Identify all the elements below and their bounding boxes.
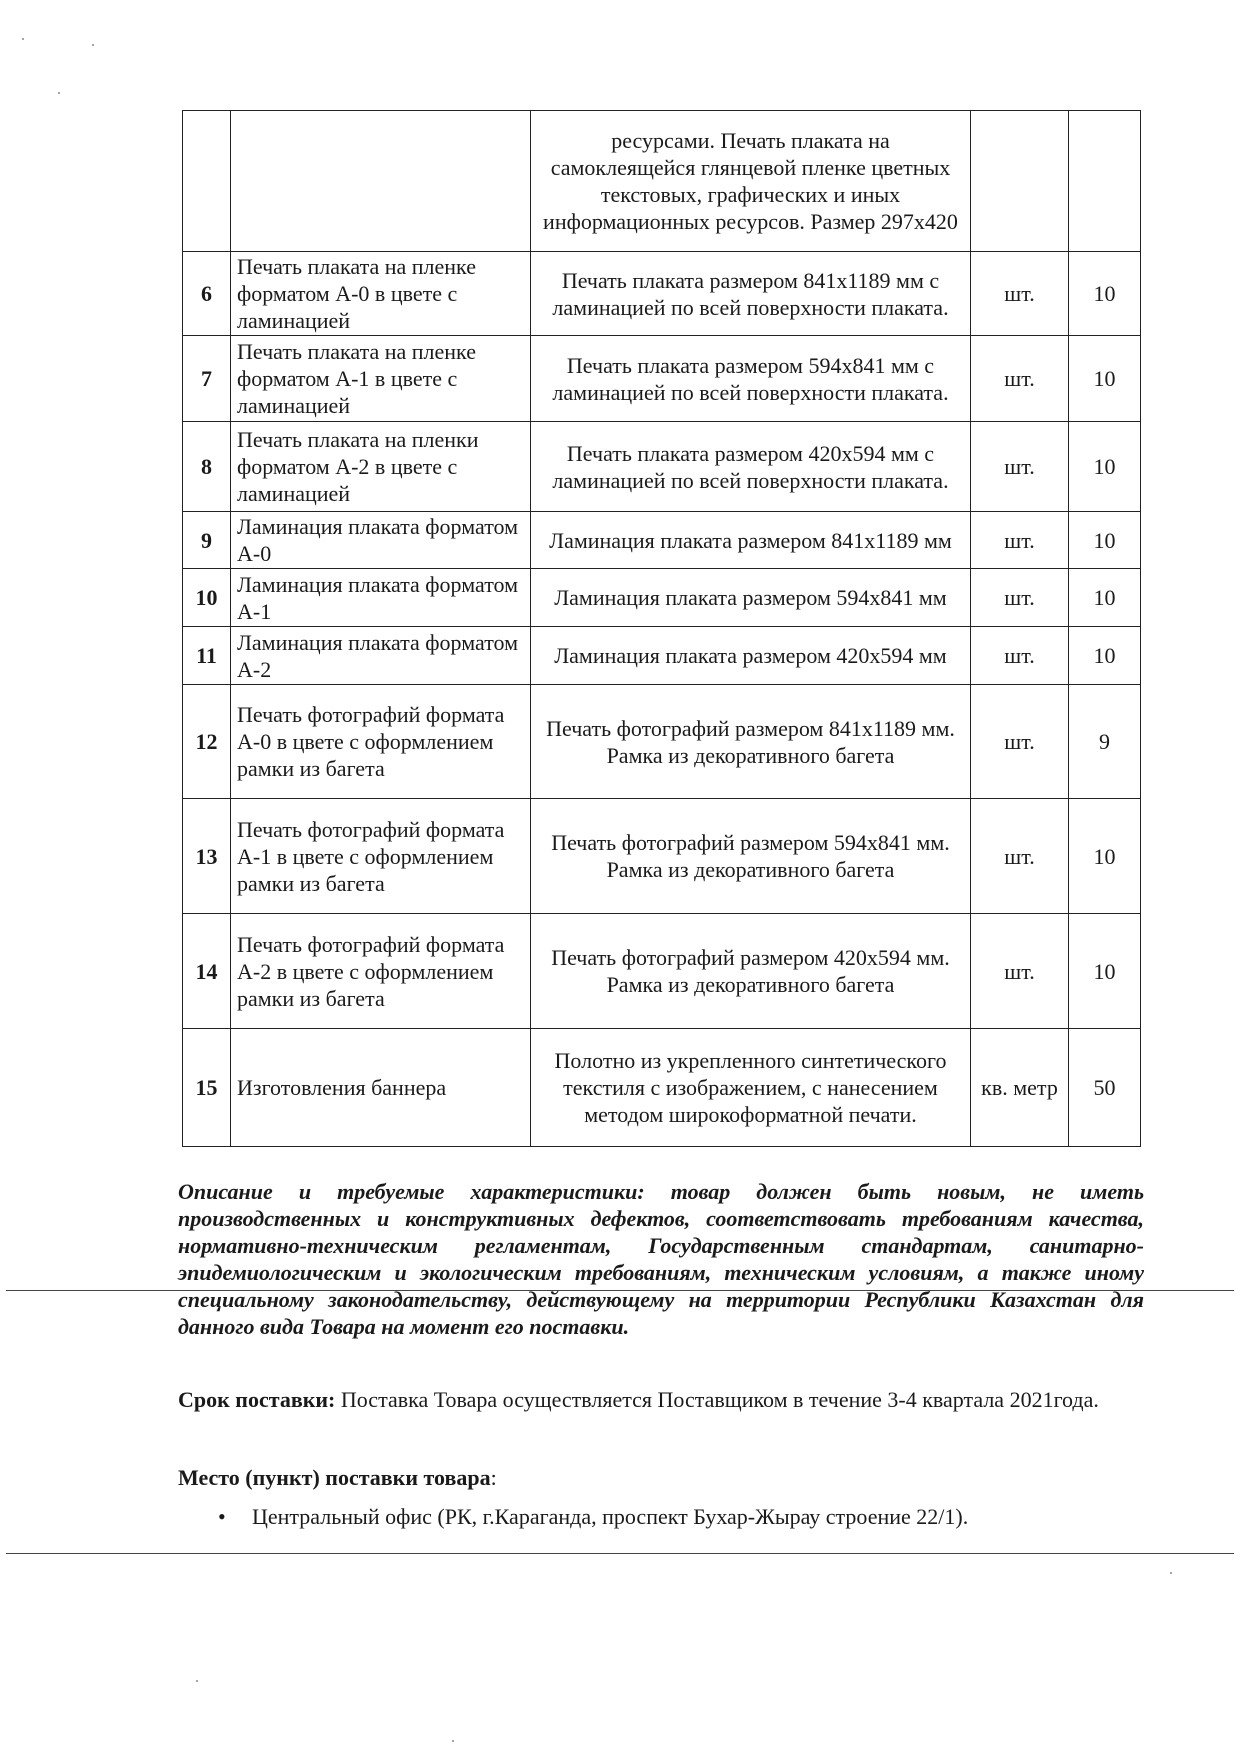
row-number: 12: [183, 685, 231, 799]
row-description: Ламинация плаката размером 841х1189 мм: [531, 512, 971, 569]
row-description: Полотно из укрепленного синтетического текстиля с изображением, с нанесением методом широкоформатной печати.: [531, 1029, 971, 1147]
row-description: Ламинация плаката размером 594х841 мм: [531, 569, 971, 627]
row-item-name: Печать плаката на пленке форматом А-0 в цвете с ламинацией: [231, 252, 531, 336]
scan-speck: [1170, 1572, 1172, 1574]
delivery-term-text: Поставка Товара осуществляется Поставщиком в течение 3-4 квартала 2021года.: [335, 1387, 1099, 1412]
row-number: 11: [183, 627, 231, 685]
row-quantity: 10: [1069, 512, 1141, 569]
row-item-name: Печать фотографий формата А-1 в цвете с оформлением рамки из багета: [231, 799, 531, 914]
scan-speck: [196, 1680, 198, 1682]
requirements-paragraph: [178, 1178, 1144, 1340]
row-quantity: 10: [1069, 914, 1141, 1029]
row-description: Печать плаката размером 594х841 мм с ламинацией по всей поверхности плаката.: [531, 336, 971, 422]
row-item-name: Печать плаката на пленки форматом А-2 в цвете с ламинацией: [231, 422, 531, 512]
delivery-place-heading: [178, 1464, 1144, 1491]
delivery-term-paragraph: [178, 1386, 1144, 1413]
row-description: Печать фотографий размером 420х594 мм. Рамка из декоративного багета: [531, 914, 971, 1029]
row-description: Печать фотографий размером 841х1189 мм. Рамка из декоративного багета: [531, 685, 971, 799]
scan-speck: [92, 44, 94, 46]
row-quantity: 50: [1069, 1029, 1141, 1147]
table-row: [183, 685, 1141, 799]
row-description: ресурсами. Печать плаката на самоклеящейся глянцевой пленке цветных текстовых, графических и иных информационных ресурсов. Размер 297х420: [531, 111, 971, 252]
table-row: [183, 111, 1141, 252]
scan-speck: [452, 1740, 454, 1742]
delivery-place-colon: :: [490, 1465, 497, 1490]
row-quantity: [1069, 111, 1141, 252]
scan-speck: [22, 38, 24, 40]
row-item-name: Изготовления баннера: [231, 1029, 531, 1147]
row-unit: шт.: [971, 569, 1069, 627]
row-quantity: 10: [1069, 569, 1141, 627]
table-row: [183, 512, 1141, 569]
row-unit: кв. метр: [971, 1029, 1069, 1147]
specification-table-body: [183, 111, 1141, 1147]
row-quantity: 10: [1069, 252, 1141, 336]
list-item: [218, 1503, 968, 1530]
requirements-text: Описание и требуемые характеристики: товар должен быть новым, не иметь производственных и конструктивных дефектов, соответствовать требованиям качества, нормативно-техническим регламентам, Государственным стандартам, санитарно-эпидемиологическим и экологическим требованиям, техническим условиям, а также иному специальному законодательству, действующему на территории Республики Казахстан для данного вида Товара на момент его поставки.: [178, 1179, 1144, 1339]
row-description: Печать фотографий размером 594х841 мм. Рамка из декоративного багета: [531, 799, 971, 914]
table-row: [183, 914, 1141, 1029]
delivery-place-label: Место (пункт) поставки товара: [178, 1465, 491, 1490]
row-number: [183, 111, 231, 252]
row-unit: шт.: [971, 252, 1069, 336]
row-unit: шт.: [971, 685, 1069, 799]
row-quantity: 10: [1069, 422, 1141, 512]
row-quantity: 10: [1069, 799, 1141, 914]
row-unit: шт.: [971, 627, 1069, 685]
row-number: 6: [183, 252, 231, 336]
row-item-name: Печать фотографий формата А-0 в цвете с оформлением рамки из багета: [231, 685, 531, 799]
row-number: 15: [183, 1029, 231, 1147]
bullet-icon: •: [218, 1504, 226, 1529]
table-row: [183, 336, 1141, 422]
scan-line: [6, 1290, 1234, 1291]
row-unit: шт.: [971, 336, 1069, 422]
scan-line: [6, 1553, 1234, 1554]
row-quantity: 10: [1069, 627, 1141, 685]
table-row: [183, 1029, 1141, 1147]
row-unit: шт.: [971, 914, 1069, 1029]
delivery-term-label: Срок поставки:: [178, 1387, 336, 1412]
row-description: Ламинация плаката размером 420х594 мм: [531, 627, 971, 685]
row-item-name: Печать фотографий формата А-2 в цвете с оформлением рамки из багета: [231, 914, 531, 1029]
row-item-name: Ламинация плаката форматом А-1: [231, 569, 531, 627]
scan-speck: [58, 92, 60, 94]
row-unit: [971, 111, 1069, 252]
table-row: [183, 252, 1141, 336]
row-number: 14: [183, 914, 231, 1029]
row-quantity: 10: [1069, 336, 1141, 422]
row-unit: шт.: [971, 799, 1069, 914]
table-row: [183, 569, 1141, 627]
row-number: 10: [183, 569, 231, 627]
row-number: 7: [183, 336, 231, 422]
table-row: [183, 627, 1141, 685]
row-quantity: 9: [1069, 685, 1141, 799]
table-row: [183, 422, 1141, 512]
row-number: 13: [183, 799, 231, 914]
row-item-name: [231, 111, 531, 252]
row-number: 8: [183, 422, 231, 512]
row-description: Печать плаката размером 841х1189 мм с ламинацией по всей поверхности плаката.: [531, 252, 971, 336]
row-unit: шт.: [971, 512, 1069, 569]
row-item-name: Печать плаката на пленке форматом А-1 в цвете с ламинацией: [231, 336, 531, 422]
row-item-name: Ламинация плаката форматом А-2: [231, 627, 531, 685]
specification-table: [182, 110, 1141, 1147]
table-row: [183, 799, 1141, 914]
row-description: Печать плаката размером 420х594 мм с ламинацией по всей поверхности плаката.: [531, 422, 971, 512]
delivery-place-item: Центральный офис (РК, г.Караганда, проспект Бухар-Жырау строение 22/1).: [252, 1504, 969, 1529]
row-unit: шт.: [971, 422, 1069, 512]
row-item-name: Ламинация плаката форматом А-0: [231, 512, 531, 569]
row-number: 9: [183, 512, 231, 569]
